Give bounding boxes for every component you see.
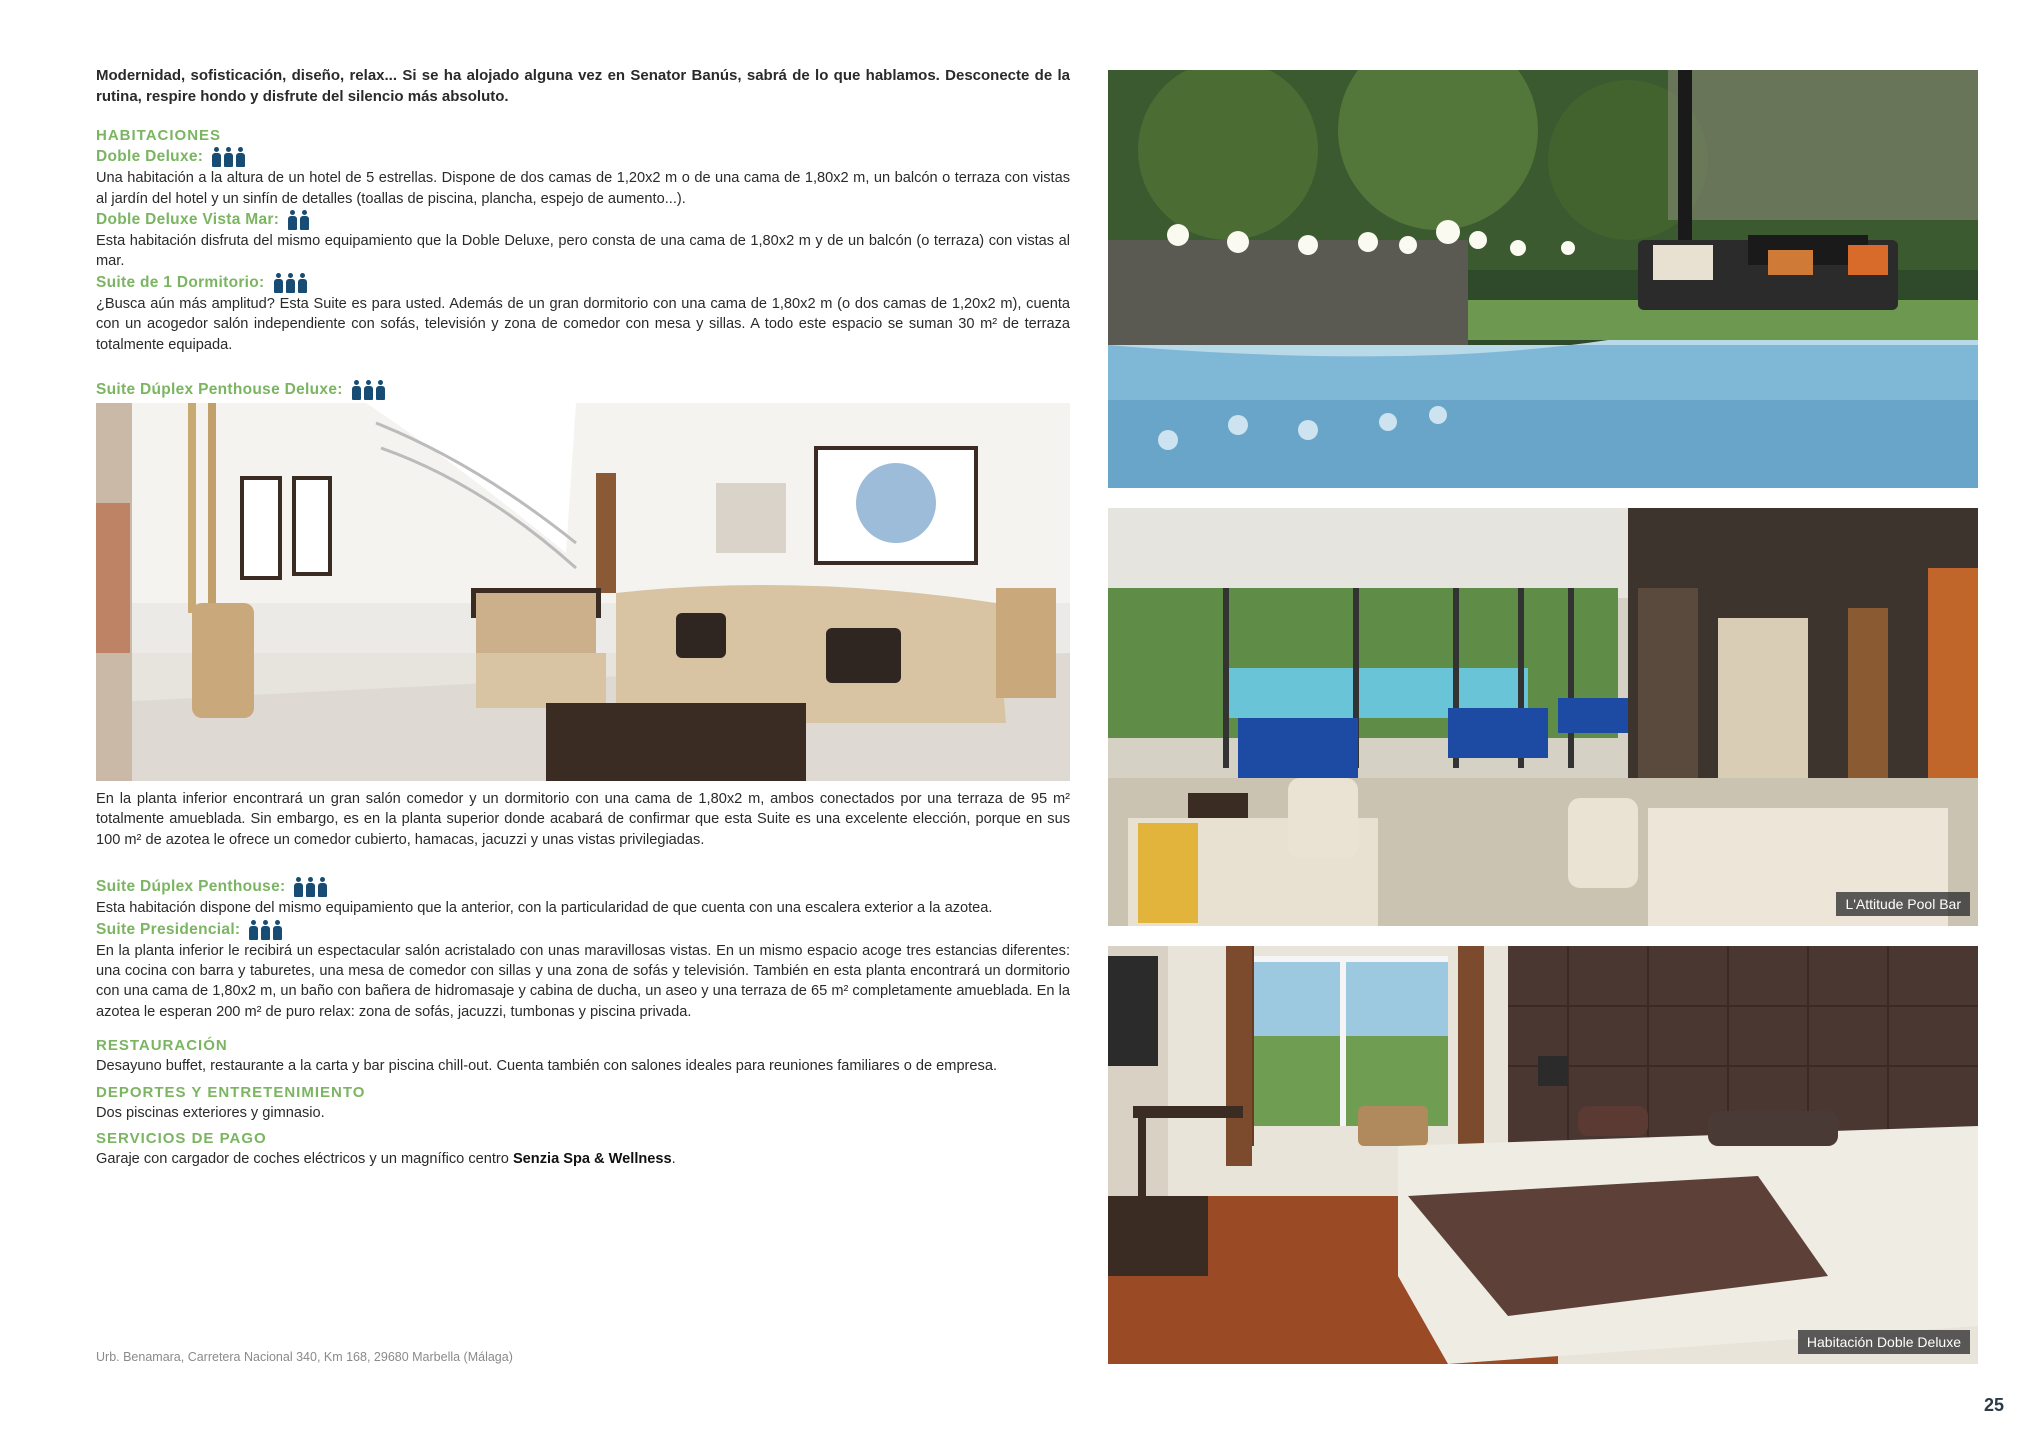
person-icon xyxy=(287,210,298,230)
room-caption: Habitación Doble Deluxe xyxy=(1798,1330,1970,1354)
room-suite-1-text: ¿Busca aún más amplitud? Esta Suite es para usted. Además de un gran dormitorio con una cama de 1,80x2 m (o dos camas de 1,20x2 m), cuenta con un acogedor salón independiente con sofás, televisión y zona de comedor con mesa y sillas. A todo este espacio se suman 30 m² de terraza totalmente equipada. xyxy=(96,295,1070,353)
room-duplex-deluxe-text: En la planta inferior encontrará un gran salón comedor y un dormitorio con una cama de 1,80x2 m, ambos conectados por una terraza de 95 m² totalmente amueblada. Sin embargo, es en la planta superior donde acabará de confirmar que esta Suite es una excelente elección, porque en sus 100 m² de azotea le ofrece un comedor cubierto, hamacas, jacuzzi y unas vistas privilegiadas. xyxy=(96,791,1070,848)
pool-bar-photo xyxy=(1108,508,1978,926)
intro-text: Modernidad, sofisticación, diseño, relax... Si se ha alojado alguna vez en Senator Banús, sabrá de lo que hablamos. Desconecte de la rutina, respire hondo y disfrute del silencio más absoluto. xyxy=(96,67,1070,105)
room-title-text: Suite Dúplex Penthouse Deluxe: xyxy=(96,381,343,399)
hotel-address: Urb. Benamara, Carretera Nacional 340, Km 168, 29680 Marbella (Málaga) xyxy=(96,1350,513,1364)
section-servicios: SERVICIOS DE PAGO xyxy=(96,1130,267,1148)
section-restauracion: RESTAURACIÓN xyxy=(96,1037,228,1055)
section-deportes: DEPORTES Y ENTRETENIMIENTO xyxy=(96,1083,366,1101)
room-duplex-title xyxy=(96,876,1070,898)
bar-caption: L'Attitude Pool Bar xyxy=(1836,892,1970,916)
text-column xyxy=(96,66,1070,1170)
bedroom-photo xyxy=(1108,946,1978,1364)
room-duplex-deluxe-title xyxy=(96,379,1070,401)
occupancy-3-icon xyxy=(273,273,308,293)
room-doble-vista-mar-text: Esta habitación disfruta del mismo equipamiento que la Doble Deluxe, pero consta de una cama de 1,80x2 m y de un balcón (o terraza) con vistas al mar. xyxy=(96,233,1070,270)
occupancy-3-icon xyxy=(351,380,386,400)
person-icon xyxy=(351,380,362,400)
occupancy-3-icon xyxy=(211,147,246,167)
room-suite-1-title xyxy=(96,272,1070,294)
room-doble-vista-mar-title xyxy=(96,209,1070,231)
person-icon xyxy=(248,920,259,940)
room-title-text: Doble Deluxe Vista Mar: xyxy=(96,211,280,228)
room-title-text: Doble Deluxe: xyxy=(96,148,204,166)
person-icon xyxy=(235,147,246,167)
living-room-photo xyxy=(96,403,1070,781)
person-icon xyxy=(273,273,284,293)
person-icon xyxy=(223,147,234,167)
servicios-text xyxy=(96,1149,1070,1169)
person-icon xyxy=(260,920,271,940)
person-icon xyxy=(305,877,316,897)
spa-name: Senzia Spa & Wellness xyxy=(512,1151,672,1168)
person-icon xyxy=(317,877,328,897)
occupancy-3-icon xyxy=(248,920,283,940)
servicios-text-main: Garaje con cargador de coches eléctricos y un magnífico centro xyxy=(96,1151,513,1168)
pool-photo xyxy=(1108,70,1978,488)
room-title-text: Suite Presidencial: xyxy=(96,920,241,938)
room-presidencial-text: En la planta inferior le recibirá un espectacular salón acristalado con unas maravillosas vistas. En un mismo espacio acoge tres estancias diferentes: una cocina con barra y taburetes, una mesa de comedor con sillas y una zona de sofás y televisión. También en esta planta encontrará un dormitorio con una cama de 1,80x2 m, un baño con bañera de hidromasaje y cabina de ducha, un aseo y una terraza de 65 m² completamente amueblada. En la azotea le esperan 200 m² de puro relax: zona de sofás, jacuzzi, tumbonas y piscina privada. xyxy=(96,942,1070,1020)
room-doble-deluxe-text: Una habitación a la altura de un hotel de 5 estrellas. Dispone de dos camas de 1,20x2 m o de una cama de 1,80x2 m, un balcón o terraza con vistas al jardín del hotel y un sinfín de detalles (toallas de piscina, plancha, espejo de aumento...). xyxy=(96,170,1070,207)
person-icon xyxy=(297,273,308,293)
servicios-text-end: . xyxy=(671,1151,676,1168)
deportes-text: Dos piscinas exteriores y gimnasio. xyxy=(96,1104,325,1121)
occupancy-2-icon xyxy=(287,210,310,230)
person-icon xyxy=(375,380,386,400)
room-title-text: Suite Dúplex Penthouse: xyxy=(96,878,286,896)
room-title-text: Suite de 1 Dormitorio: xyxy=(96,273,265,291)
room-duplex-text: Esta habitación dispone del mismo equipamiento que la anterior, con la particularidad de que cuenta con una escalera exterior a la azotea. xyxy=(96,900,993,917)
room-presidencial-title xyxy=(96,919,1070,941)
person-icon xyxy=(285,273,296,293)
person-icon xyxy=(272,920,283,940)
person-icon xyxy=(363,380,374,400)
page-number: 25 xyxy=(1984,1395,2005,1415)
restauracion-text: Desayuno buffet, restaurante a la carta y bar piscina chill-out. Cuenta también con salones ideales para reuniones familiares o de empresa. xyxy=(96,1058,998,1075)
room-doble-deluxe-title xyxy=(96,146,1070,168)
section-habitaciones: HABITACIONES xyxy=(96,127,222,145)
person-icon xyxy=(299,210,310,230)
occupancy-3-icon xyxy=(293,877,328,897)
person-icon xyxy=(211,147,222,167)
person-icon xyxy=(293,877,304,897)
